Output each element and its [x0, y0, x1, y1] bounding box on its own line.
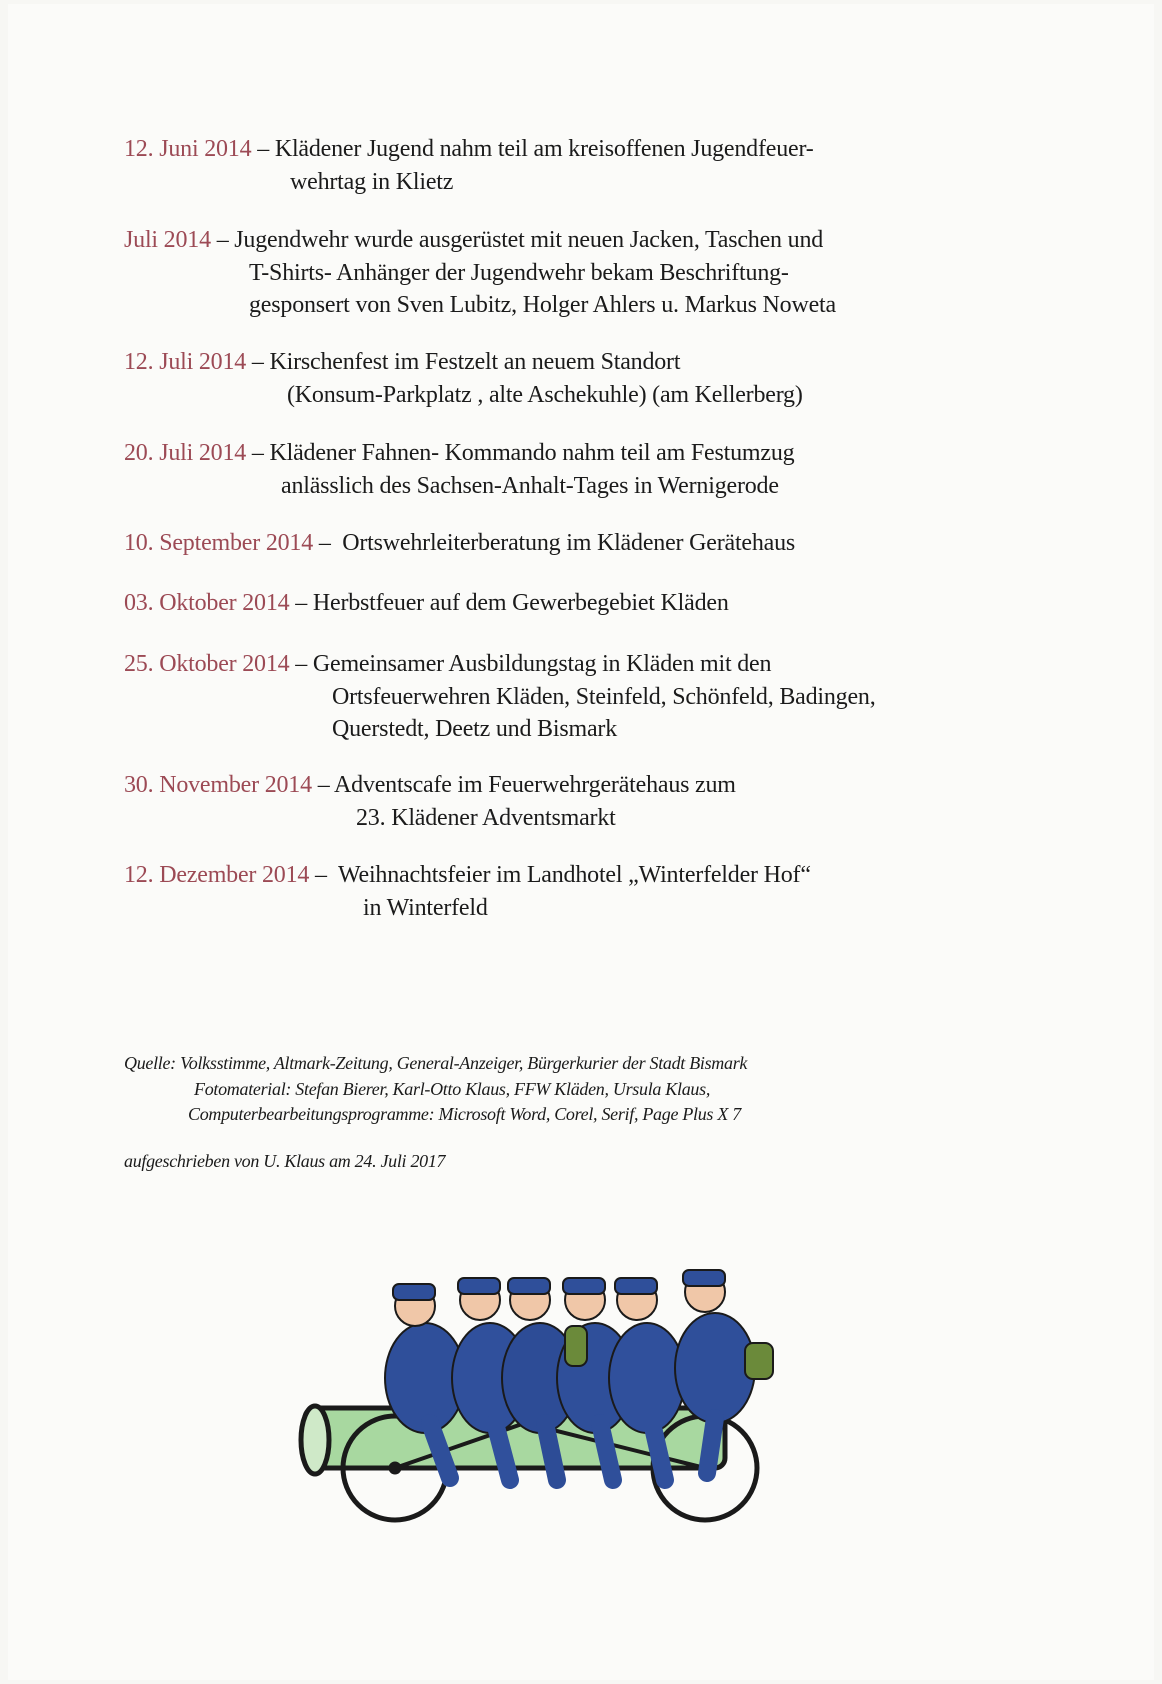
event-entry: 12. Dezember 2014 – Weihnachtsfeier im Landhotel „Winterfelder Hof“ in Winterfeld	[124, 859, 811, 924]
event-text: in Winterfeld	[363, 894, 488, 921]
event-date: Juli 2014	[124, 227, 211, 253]
event-text: Jugendwehr wurde ausgerüstet mit neuen Jacken, Taschen und	[234, 227, 824, 253]
event-text: wehrtag in Klietz	[290, 168, 454, 195]
event-date: 10. September 2014	[124, 530, 314, 556]
event-text: Herbstfeuer auf dem Gewerbegebiet Kläden	[312, 590, 729, 616]
event-text: Klädener Jugend nahm teil am kreisoffenen Jugendfeuer-	[274, 136, 814, 162]
event-entry: 25. Oktober 2014 – Gemeinsamer Ausbildungstag in Kläden mit den Ortsfeuerwehren Kläden, Steinfeld, Schönfeld, Badingen, Querstedt, Deetz und Bismark	[124, 648, 876, 746]
event-entry: 30. November 2014 – Adventscafe im Feuerwehrgerätehaus zum 23. Klädener Adventsmarkt	[124, 769, 736, 834]
event-text: gesponsert von Sven Lubitz, Holger Ahlers u. Markus Noweta	[249, 292, 836, 318]
photo-credits: Fotomaterial: Stefan Bierer, Karl-Otto Klaus, FFW Kläden, Ursula Klaus,	[194, 1078, 711, 1099]
event-entry: 03. Oktober 2014 – Herbstfeuer auf dem Gewerbegebiet Kläden	[124, 590, 729, 616]
source-line: Quelle: Volksstimme, Altmark-Zeitung, General-Anzeiger, Bürgerkurier der Stadt Bismark	[124, 1053, 748, 1073]
software-credits: Computerbearbeitungsprogramme: Microsoft Word, Corel, Serif, Page Plus X 7	[188, 1104, 741, 1124]
event-text: Weihnachtsfeier im Landhotel „Winterfelder Hof“	[337, 862, 811, 888]
event-entry: 12. Juli 2014 – Kirschenfest im Festzelt an neuem Standort (Konsum-Parkplatz , alte Aschekuhle) (am Kellerberg)	[124, 346, 803, 411]
event-date: 25. Oktober 2014	[124, 651, 290, 677]
event-text: T-Shirts- Anhänger der Jugendwehr bekam Beschriftung-	[249, 259, 789, 286]
sources-block	[124, 1051, 747, 1128]
event-date: 20. Juli 2014	[124, 440, 247, 466]
event-date: 12. Dezember 2014	[124, 862, 310, 888]
event-text: 23. Klädener Adventsmarkt	[356, 804, 616, 831]
event-text: Querstedt, Deetz und Bismark	[332, 716, 617, 742]
event-text: Klädener Fahnen- Kommando nahm teil am Festumzug	[269, 440, 795, 466]
event-text: (Konsum-Parkplatz , alte Aschekuhle) (am Kellerberg)	[287, 381, 803, 408]
event-date: 12. Juni 2014	[124, 136, 252, 162]
event-text: Ortsfeuerwehren Kläden, Steinfeld, Schönfeld, Badingen,	[332, 683, 876, 710]
event-entry: 20. Juli 2014 – Klädener Fahnen- Kommando nahm teil am Festumzug anlässlich des Sachsen-Anhalt-Tages in Wernigerode	[124, 437, 794, 502]
written-by: aufgeschrieben von U. Klaus am 24. Juli 2017	[124, 1151, 446, 1171]
event-text: Kirschenfest im Festzelt an neuem Standort	[269, 349, 681, 375]
event-entry: Juli 2014 – Jugendwehr wurde ausgerüstet mit neuen Jacken, Taschen und T-Shirts- Anhänger der Jugendwehr bekam Beschriftung- gesponsert von Sven Lubitz, Holger Ahlers u. Markus Noweta	[124, 224, 836, 322]
event-date: 03. Oktober 2014	[124, 590, 290, 616]
event-date: 12. Juli 2014	[124, 349, 247, 375]
event-entry: 12. Juni 2014 – Klädener Jugend nahm teil am kreisoffenen Jugendfeuer- wehrtag in Klietz	[124, 133, 814, 198]
firefighters-tandem-illustration	[275, 1248, 835, 1538]
event-entry: 10. September 2014 – Ortswehrleiterberatung im Klädener Gerätehaus	[124, 530, 796, 556]
event-text: anlässlich des Sachsen-Anhalt-Tages in Wernigerode	[281, 472, 779, 499]
event-date: 30. November 2014	[124, 772, 312, 798]
event-text: Ortswehrleiterberatung im Klädener Gerätehaus	[342, 530, 796, 556]
event-text: Gemeinsamer Ausbildungstag in Kläden mit den	[312, 651, 772, 677]
event-text: Adventscafe im Feuerwehrgerätehaus zum	[333, 772, 736, 798]
